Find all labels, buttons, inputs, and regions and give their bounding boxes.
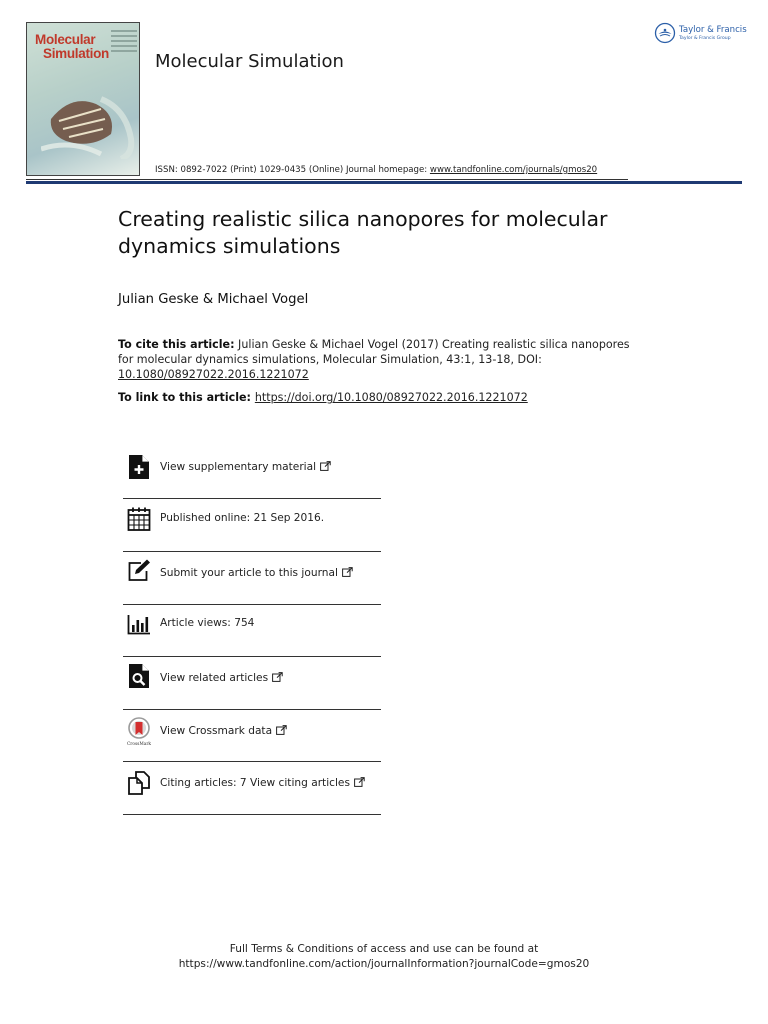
publisher-group: Taylor & Francis Group bbox=[679, 36, 731, 41]
supplementary-file-icon bbox=[127, 454, 151, 480]
external-link-icon bbox=[342, 567, 353, 577]
publisher-name: Taylor & Francis bbox=[679, 25, 747, 35]
supplementary-label: View supplementary material bbox=[160, 461, 317, 473]
publisher-logo-icon bbox=[654, 22, 676, 44]
citation-label: To cite this article: bbox=[118, 338, 235, 351]
crossmark-label: View Crossmark data bbox=[160, 725, 273, 737]
list-item-published-online bbox=[123, 499, 381, 552]
citation-text: Julian Geske & Michael Vogel (2017) Creating realistic silica nanopores for molecular dynamics simulations, Molecular Simulation, 43:1, 13-18, DOI: bbox=[118, 338, 630, 366]
cover-text-lines bbox=[111, 27, 137, 57]
item-label bbox=[160, 725, 287, 737]
external-link-icon bbox=[320, 461, 331, 471]
crossmark-caption: CrossMark bbox=[127, 742, 151, 747]
external-link-icon bbox=[354, 777, 365, 787]
external-link-icon bbox=[276, 725, 287, 735]
item-label bbox=[160, 777, 365, 789]
citing-articles-label: Citing articles: 7 View citing articles bbox=[160, 777, 350, 789]
article-link-label: To link to this article: bbox=[118, 391, 255, 404]
cover-title-line2: Simulation bbox=[43, 46, 110, 61]
list-item-submit-article[interactable] bbox=[123, 552, 381, 605]
bar-chart-icon bbox=[127, 611, 151, 637]
item-label bbox=[160, 567, 353, 579]
item-label bbox=[160, 672, 283, 684]
header-divider-thick bbox=[26, 181, 742, 184]
list-item-article-views bbox=[123, 605, 381, 657]
citation-block bbox=[118, 337, 638, 382]
cover-title-line1: Molecular bbox=[35, 32, 96, 47]
publisher-logo[interactable] bbox=[654, 22, 746, 48]
journal-name: Molecular Simulation bbox=[155, 51, 344, 72]
citing-articles-icon bbox=[127, 770, 151, 796]
journal-homepage-link[interactable]: www.tandfonline.com/journals/gmos20 bbox=[429, 165, 598, 175]
article-title: Creating realistic silica nanopores for molecular dynamics simulations bbox=[118, 207, 608, 258]
list-item-citing-articles[interactable] bbox=[123, 762, 381, 815]
submit-article-label: Submit your article to this journal bbox=[160, 567, 338, 579]
article-link-line bbox=[118, 391, 528, 404]
search-document-icon bbox=[127, 663, 151, 689]
external-link-icon bbox=[272, 672, 283, 682]
article-doi-link[interactable]: https://doi.org/10.1080/08927022.2016.1221072 bbox=[254, 391, 528, 404]
item-label bbox=[160, 461, 331, 473]
footer-terms-link[interactable]: https://www.tandfonline.com/action/journalInformation?journalCode=gmos20 bbox=[178, 958, 590, 970]
edit-pencil-icon bbox=[127, 558, 151, 584]
cover-molecule-art bbox=[41, 79, 137, 159]
article-authors: Julian Geske & Michael Vogel bbox=[118, 292, 309, 307]
list-item-related-articles[interactable] bbox=[123, 657, 381, 710]
issn-text: ISSN: 0892-7022 (Print) 1029-0435 (Online) Journal homepage: bbox=[155, 165, 430, 175]
published-online-label: Published online: 21 Sep 2016. bbox=[160, 512, 325, 524]
crossmark-icon bbox=[126, 717, 152, 747]
footer-line-1: Full Terms & Conditions of access and use can be found at bbox=[229, 943, 539, 955]
cover-title bbox=[35, 33, 109, 61]
calendar-icon bbox=[127, 506, 151, 532]
related-articles-label: View related articles bbox=[160, 672, 269, 684]
article-views-label: Article views: 754 bbox=[160, 617, 255, 629]
issn-line bbox=[155, 165, 597, 175]
list-item-crossmark[interactable] bbox=[123, 710, 381, 762]
header-divider-thin bbox=[26, 179, 628, 180]
footer-terms bbox=[0, 942, 768, 972]
journal-cover-image bbox=[26, 22, 140, 176]
list-item-supplementary[interactable] bbox=[123, 450, 381, 499]
citation-doi-link[interactable]: 10.1080/08927022.2016.1221072 bbox=[118, 368, 309, 381]
